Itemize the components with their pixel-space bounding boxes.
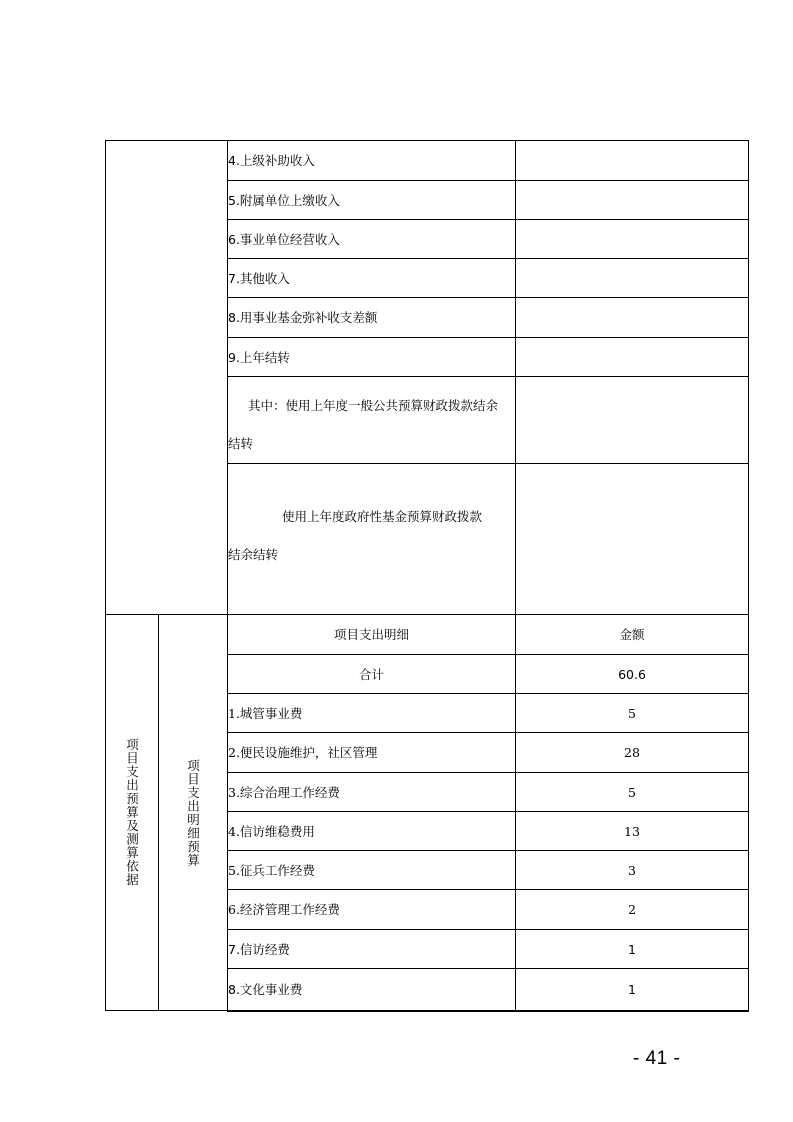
- carryover-fund-line2: 结余结转: [228, 547, 279, 562]
- item-amount: 5: [516, 773, 749, 812]
- income-amount: [516, 338, 749, 377]
- item-label: 1.城管事业费: [228, 694, 516, 733]
- income-amount: [516, 141, 749, 181]
- detail-header-amount: 金额: [516, 615, 749, 655]
- section-outer-label-cell: [106, 615, 159, 1011]
- budget-table: [105, 140, 749, 1012]
- item-amount: 13: [516, 812, 749, 851]
- income-label: 5.附属单位上缴收入: [228, 181, 516, 220]
- income-label: 6.事业单位经营收入: [228, 220, 516, 259]
- income-amount: [516, 220, 749, 259]
- income-amount: [516, 259, 749, 298]
- item-label: 2.便民设施维护，社区管理: [228, 733, 516, 773]
- carryover-general-line1: 其中：使用上年度一般公共预算财政拨款结余: [248, 398, 499, 413]
- detail-header-item: 项目支出明细: [228, 615, 516, 655]
- section-inner-label-cell: [159, 615, 228, 1011]
- income-row: [106, 141, 749, 181]
- section-inner-label: 项目支出明细预算: [185, 758, 201, 867]
- carryover-general-label: [228, 377, 516, 464]
- total-amount: 60.6: [516, 655, 749, 694]
- item-amount: 28: [516, 733, 749, 773]
- carryover-fund-label: [228, 464, 516, 615]
- carryover-fund-line1: 使用上年度政府性基金预算财政拨款: [282, 509, 483, 524]
- item-label: 7.信访经费: [228, 930, 516, 969]
- page-number: - 41 -: [633, 1048, 681, 1069]
- total-label: 合计: [228, 655, 516, 694]
- detail-header-row: [106, 615, 749, 655]
- item-label: 6.经济管理工作经费: [228, 890, 516, 930]
- item-label: 8.文化事业费: [228, 969, 516, 1011]
- item-label: 5.征兵工作经费: [228, 851, 516, 890]
- income-amount: [516, 298, 749, 338]
- item-amount: 1: [516, 969, 749, 1011]
- carryover-fund-amount: [516, 464, 749, 615]
- income-label: 4.上级补助收入: [228, 141, 516, 181]
- income-amount: [516, 181, 749, 220]
- section-outer-label: 项目支出预算及测算依据: [124, 738, 140, 887]
- item-label: 3.综合治理工作经费: [228, 773, 516, 812]
- item-amount: 3: [516, 851, 749, 890]
- carryover-general-line2: 结转: [228, 436, 254, 451]
- income-blank-header: [106, 141, 228, 615]
- income-label: 8.用事业基金弥补收支差额: [228, 298, 516, 338]
- item-amount: 5: [516, 694, 749, 733]
- item-amount: 2: [516, 890, 749, 930]
- item-amount: 1: [516, 930, 749, 969]
- item-label: 4.信访维稳费用: [228, 812, 516, 851]
- income-label: 7.其他收入: [228, 259, 516, 298]
- income-label: 9.上年结转: [228, 338, 516, 377]
- carryover-general-amount: [516, 377, 749, 464]
